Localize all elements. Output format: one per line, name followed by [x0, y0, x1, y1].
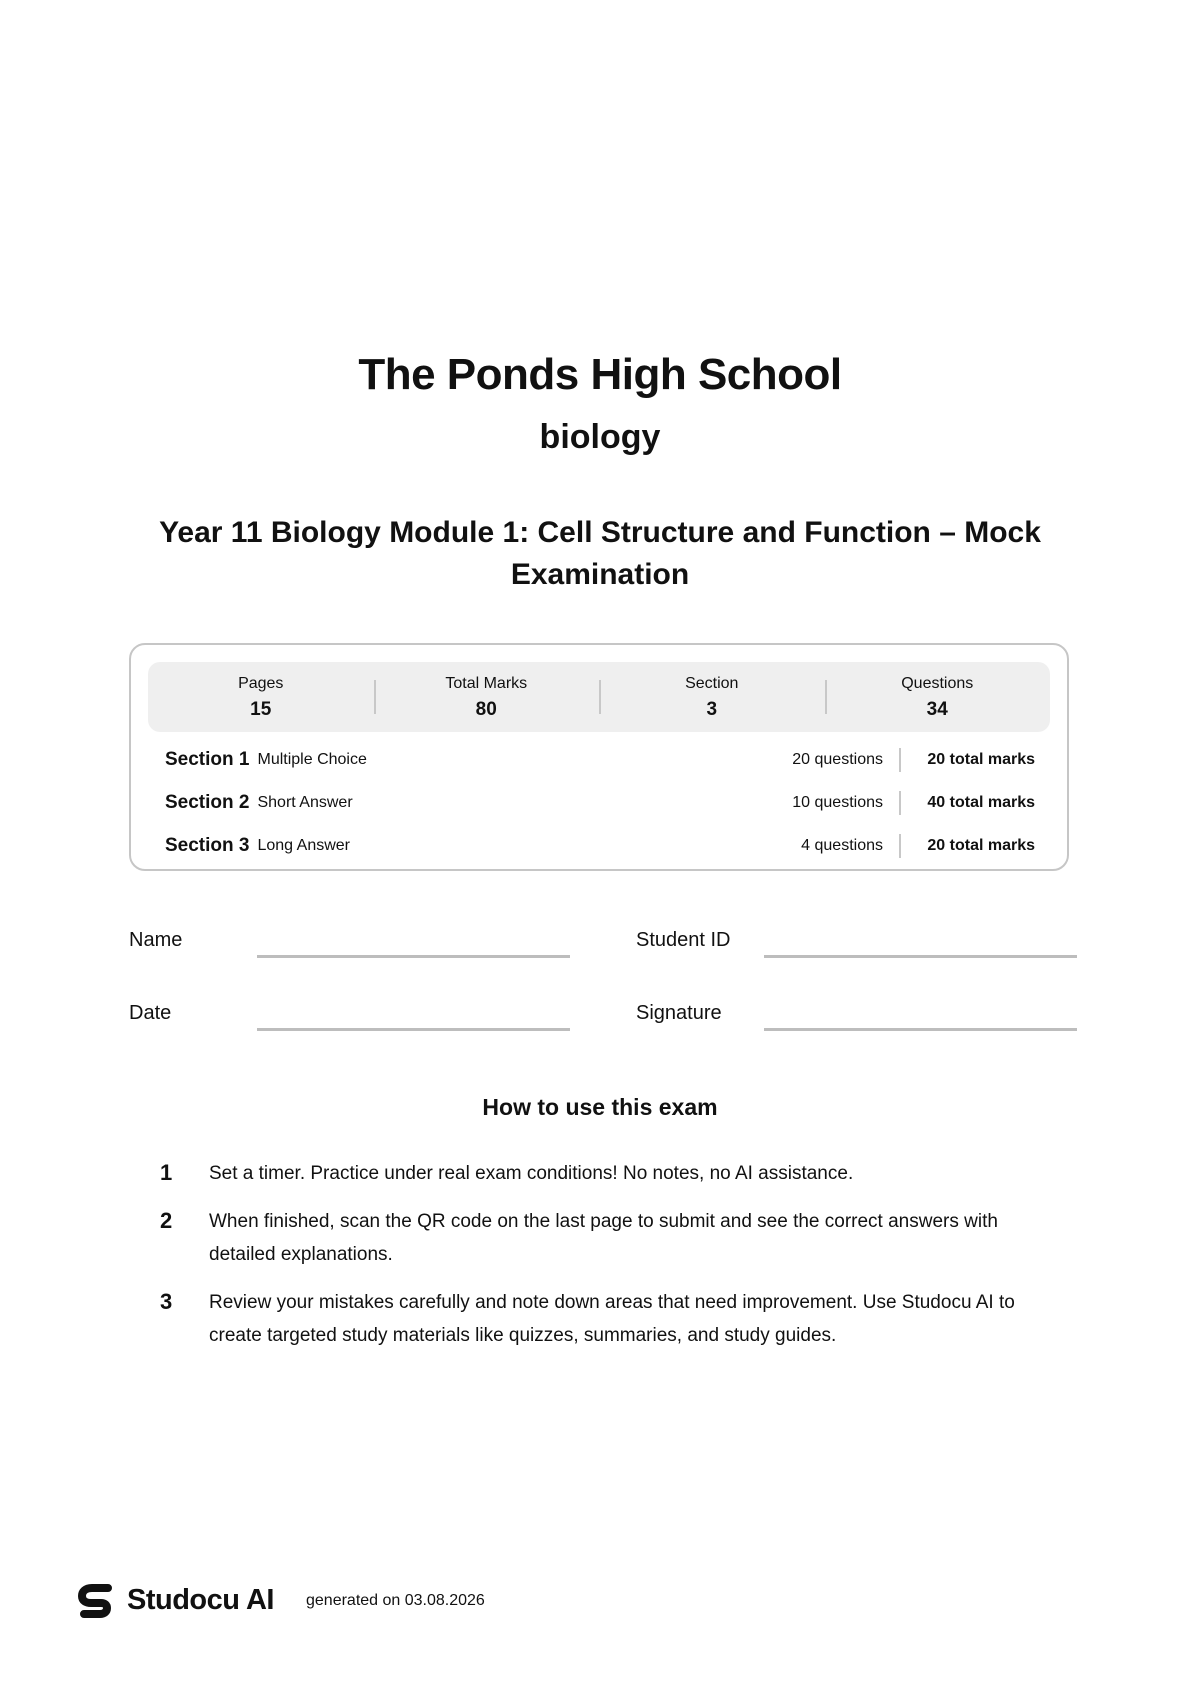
- section-question-count: 4 questions: [801, 837, 883, 854]
- stat-value: 15: [250, 699, 272, 720]
- section-marks: 20 total marks: [927, 751, 1035, 768]
- section-name: Section 3: [165, 835, 250, 856]
- name-field[interactable]: [257, 955, 570, 958]
- stat-label: Questions: [901, 675, 974, 692]
- section-question-count: 20 questions: [792, 751, 883, 768]
- stat-label: Section: [685, 675, 739, 692]
- exam-title: Year 11 Biology Module 1: Cell Structure and Function – Mock Examination: [159, 516, 1041, 591]
- signature-field[interactable]: [764, 1028, 1077, 1031]
- section-type: Short Answer: [257, 794, 353, 811]
- section-row-2: [165, 789, 1035, 817]
- name-label: Name: [129, 929, 183, 951]
- student-id-label: Student ID: [636, 929, 731, 951]
- stat-questions: [825, 662, 1051, 732]
- stat-label: Total Marks: [445, 675, 528, 692]
- step-number: 2: [160, 1208, 173, 1233]
- exam-summary-card: [129, 643, 1069, 871]
- student-id-field[interactable]: [764, 955, 1077, 958]
- date-field[interactable]: [257, 1028, 570, 1031]
- section-row-3: [165, 832, 1035, 860]
- section-type: Long Answer: [257, 837, 350, 854]
- step-number: 3: [160, 1289, 173, 1314]
- step-text: Set a timer. Practice under real exam conditions! No notes, no AI assistance.: [209, 1163, 854, 1184]
- generated-date: generated on 03.08.2026: [306, 1592, 485, 1609]
- exam-stats-bar: [148, 662, 1050, 732]
- section-row-1: [165, 746, 1035, 774]
- section-marks: 20 total marks: [927, 837, 1035, 854]
- step-text: When finished, scan the QR code on the last page to submit and see the correct answers with detailed explanations.: [209, 1211, 998, 1265]
- section-type: Multiple Choice: [257, 751, 367, 768]
- step-text: Review your mistakes carefully and note down areas that need improvement. Use Studocu AI to create targeted study materials like quizzes, summaries, and study guides.: [209, 1292, 1015, 1346]
- stat-value: 34: [926, 699, 948, 720]
- stat-value: 3: [706, 699, 718, 720]
- section-name: Section 2: [165, 792, 250, 813]
- brand-name: Studocu AI: [127, 1584, 274, 1616]
- stat-total-marks: [374, 662, 600, 732]
- section-marks: 40 total marks: [927, 794, 1035, 811]
- date-label: Date: [129, 1002, 172, 1024]
- subject-name: biology: [539, 418, 661, 456]
- section-name: Section 1: [165, 749, 250, 770]
- stat-value: 80: [475, 699, 497, 720]
- signature-label: Signature: [636, 1002, 722, 1024]
- stat-label: Pages: [238, 675, 284, 692]
- school-name: The Ponds High School: [358, 350, 842, 399]
- section-question-count: 10 questions: [792, 794, 883, 811]
- step-number: 1: [160, 1160, 173, 1185]
- studocu-logo-icon: [78, 1582, 116, 1622]
- instructions-title: How to use this exam: [482, 1094, 718, 1120]
- stat-pages: [148, 662, 374, 732]
- stat-section: [599, 662, 825, 732]
